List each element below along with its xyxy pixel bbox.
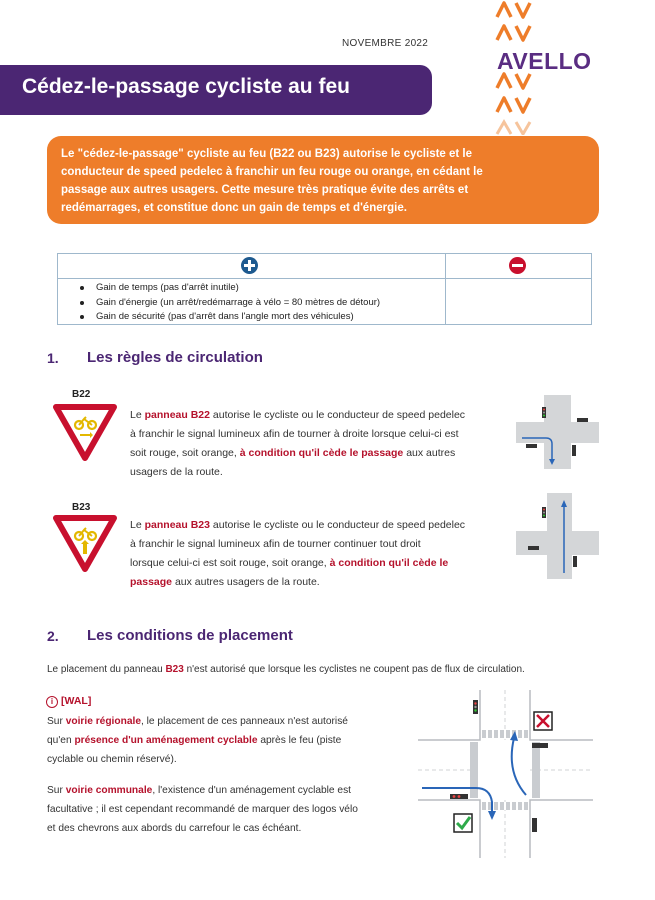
regional-road-text xyxy=(47,712,402,769)
text: aux autres xyxy=(403,447,456,459)
intro-box xyxy=(47,136,599,224)
b23-junction-diagram xyxy=(516,493,599,579)
text: qu'en xyxy=(47,735,75,746)
text: usagers de la route. xyxy=(130,466,223,478)
sign-code-b23: B23 xyxy=(72,502,91,513)
text-highlight: à condition qu'il cède le passage xyxy=(239,447,404,459)
info-icon: i xyxy=(46,696,58,708)
text-highlight: voirie communale xyxy=(65,785,153,796)
text-highlight: présence d'un aménagement cyclable xyxy=(74,735,258,746)
b22-description xyxy=(130,406,504,482)
sign-code-b22: B22 xyxy=(72,389,91,400)
b22-junction-diagram xyxy=(516,395,599,469)
crossroad-diagram xyxy=(418,690,593,858)
text: à franchir le signal lumineux afin de tourner continuer tout droit xyxy=(130,538,421,550)
text-highlight: à condition qu'il cède le xyxy=(329,557,449,569)
text: Le xyxy=(130,409,145,421)
text: , le placement de ces panneaux n'est autorisé xyxy=(141,716,348,727)
intro-line: redémarrages, et constitue donc un gain de temps et d'énergie. xyxy=(61,202,407,214)
communal-road-text xyxy=(47,781,402,838)
text: Le xyxy=(130,519,145,531)
text: cyclable ou chemin réservé). xyxy=(47,754,177,765)
b23-description xyxy=(130,516,502,592)
avello-logo-text: AVELLO xyxy=(497,48,592,74)
pros-list xyxy=(76,281,380,325)
text-highlight: panneau B23 xyxy=(144,519,210,531)
text: Sur xyxy=(47,785,66,796)
pros-cons-table xyxy=(57,253,592,325)
page-title: Cédez-le-passage cycliste au feu xyxy=(22,75,350,98)
section-number: 1. xyxy=(47,350,59,366)
text: et des chevrons aux abords du carrefour le cas échéant. xyxy=(47,823,302,834)
document-date: NOVEMBRE 2022 xyxy=(342,38,429,49)
text-highlight: voirie régionale xyxy=(65,716,141,727)
intro-line: Le "cédez-le-passage" cycliste au feu (B22 ou B23) autorise le cycliste et le xyxy=(61,148,473,160)
text-highlight: panneau B22 xyxy=(144,409,210,421)
text: aux autres usagers de la route. xyxy=(172,576,320,588)
list-item: Gain de temps (pas d'arrêt inutile) xyxy=(76,281,380,296)
intro-line: conducteur de speed pedelec à franchir un feu rouge ou orange, en cédant le xyxy=(61,166,483,178)
text: après le feu (piste xyxy=(257,735,342,746)
text-highlight: passage xyxy=(130,576,173,588)
text: , l'existence d'un aménagement cyclable est xyxy=(152,785,352,796)
text: facultative ; il est cependant recommandé de marquer des logos vélo xyxy=(47,804,358,815)
intro-line: passage aux autres usagers. Cette mesure très pratique évite des arrêts et xyxy=(61,184,469,196)
list-item: Gain d'énergie (un arrêt/redémarrage à vélo = 80 mètres de détour) xyxy=(76,296,380,311)
text: à franchir le signal lumineux afin de tourner à droite lorsque celui-ci est xyxy=(130,428,459,440)
plus-circle-icon xyxy=(241,257,258,274)
section-number: 2. xyxy=(47,628,59,644)
b22-sign-icon xyxy=(52,403,118,461)
wal-label xyxy=(46,695,91,708)
minus-circle-icon xyxy=(509,257,526,274)
section-title: Les règles de circulation xyxy=(87,349,263,366)
text: autorise le cycliste ou le conducteur de speed pedelec xyxy=(209,519,466,531)
text-highlight: B23 xyxy=(165,664,184,675)
text: Sur xyxy=(47,716,66,727)
text: Le placement du panneau xyxy=(47,664,166,675)
text: soit rouge, soit orange, xyxy=(130,447,240,459)
text: autorise le cycliste ou le conducteur de speed pedelec xyxy=(209,409,466,421)
section-title: Les conditions de placement xyxy=(87,627,293,644)
text: n'est autorisé que lorsque les cyclistes ne coupent pas de flux de circulation. xyxy=(183,664,525,675)
text: lorsque celui-ci est soit rouge, soit orange, xyxy=(130,557,330,569)
wal-tag: [WAL] xyxy=(61,695,92,707)
placement-intro xyxy=(47,660,607,679)
b23-sign-icon xyxy=(52,514,118,572)
list-item: Gain de sécurité (pas d'arrêt dans l'angle mort des véhicules) xyxy=(76,310,380,325)
